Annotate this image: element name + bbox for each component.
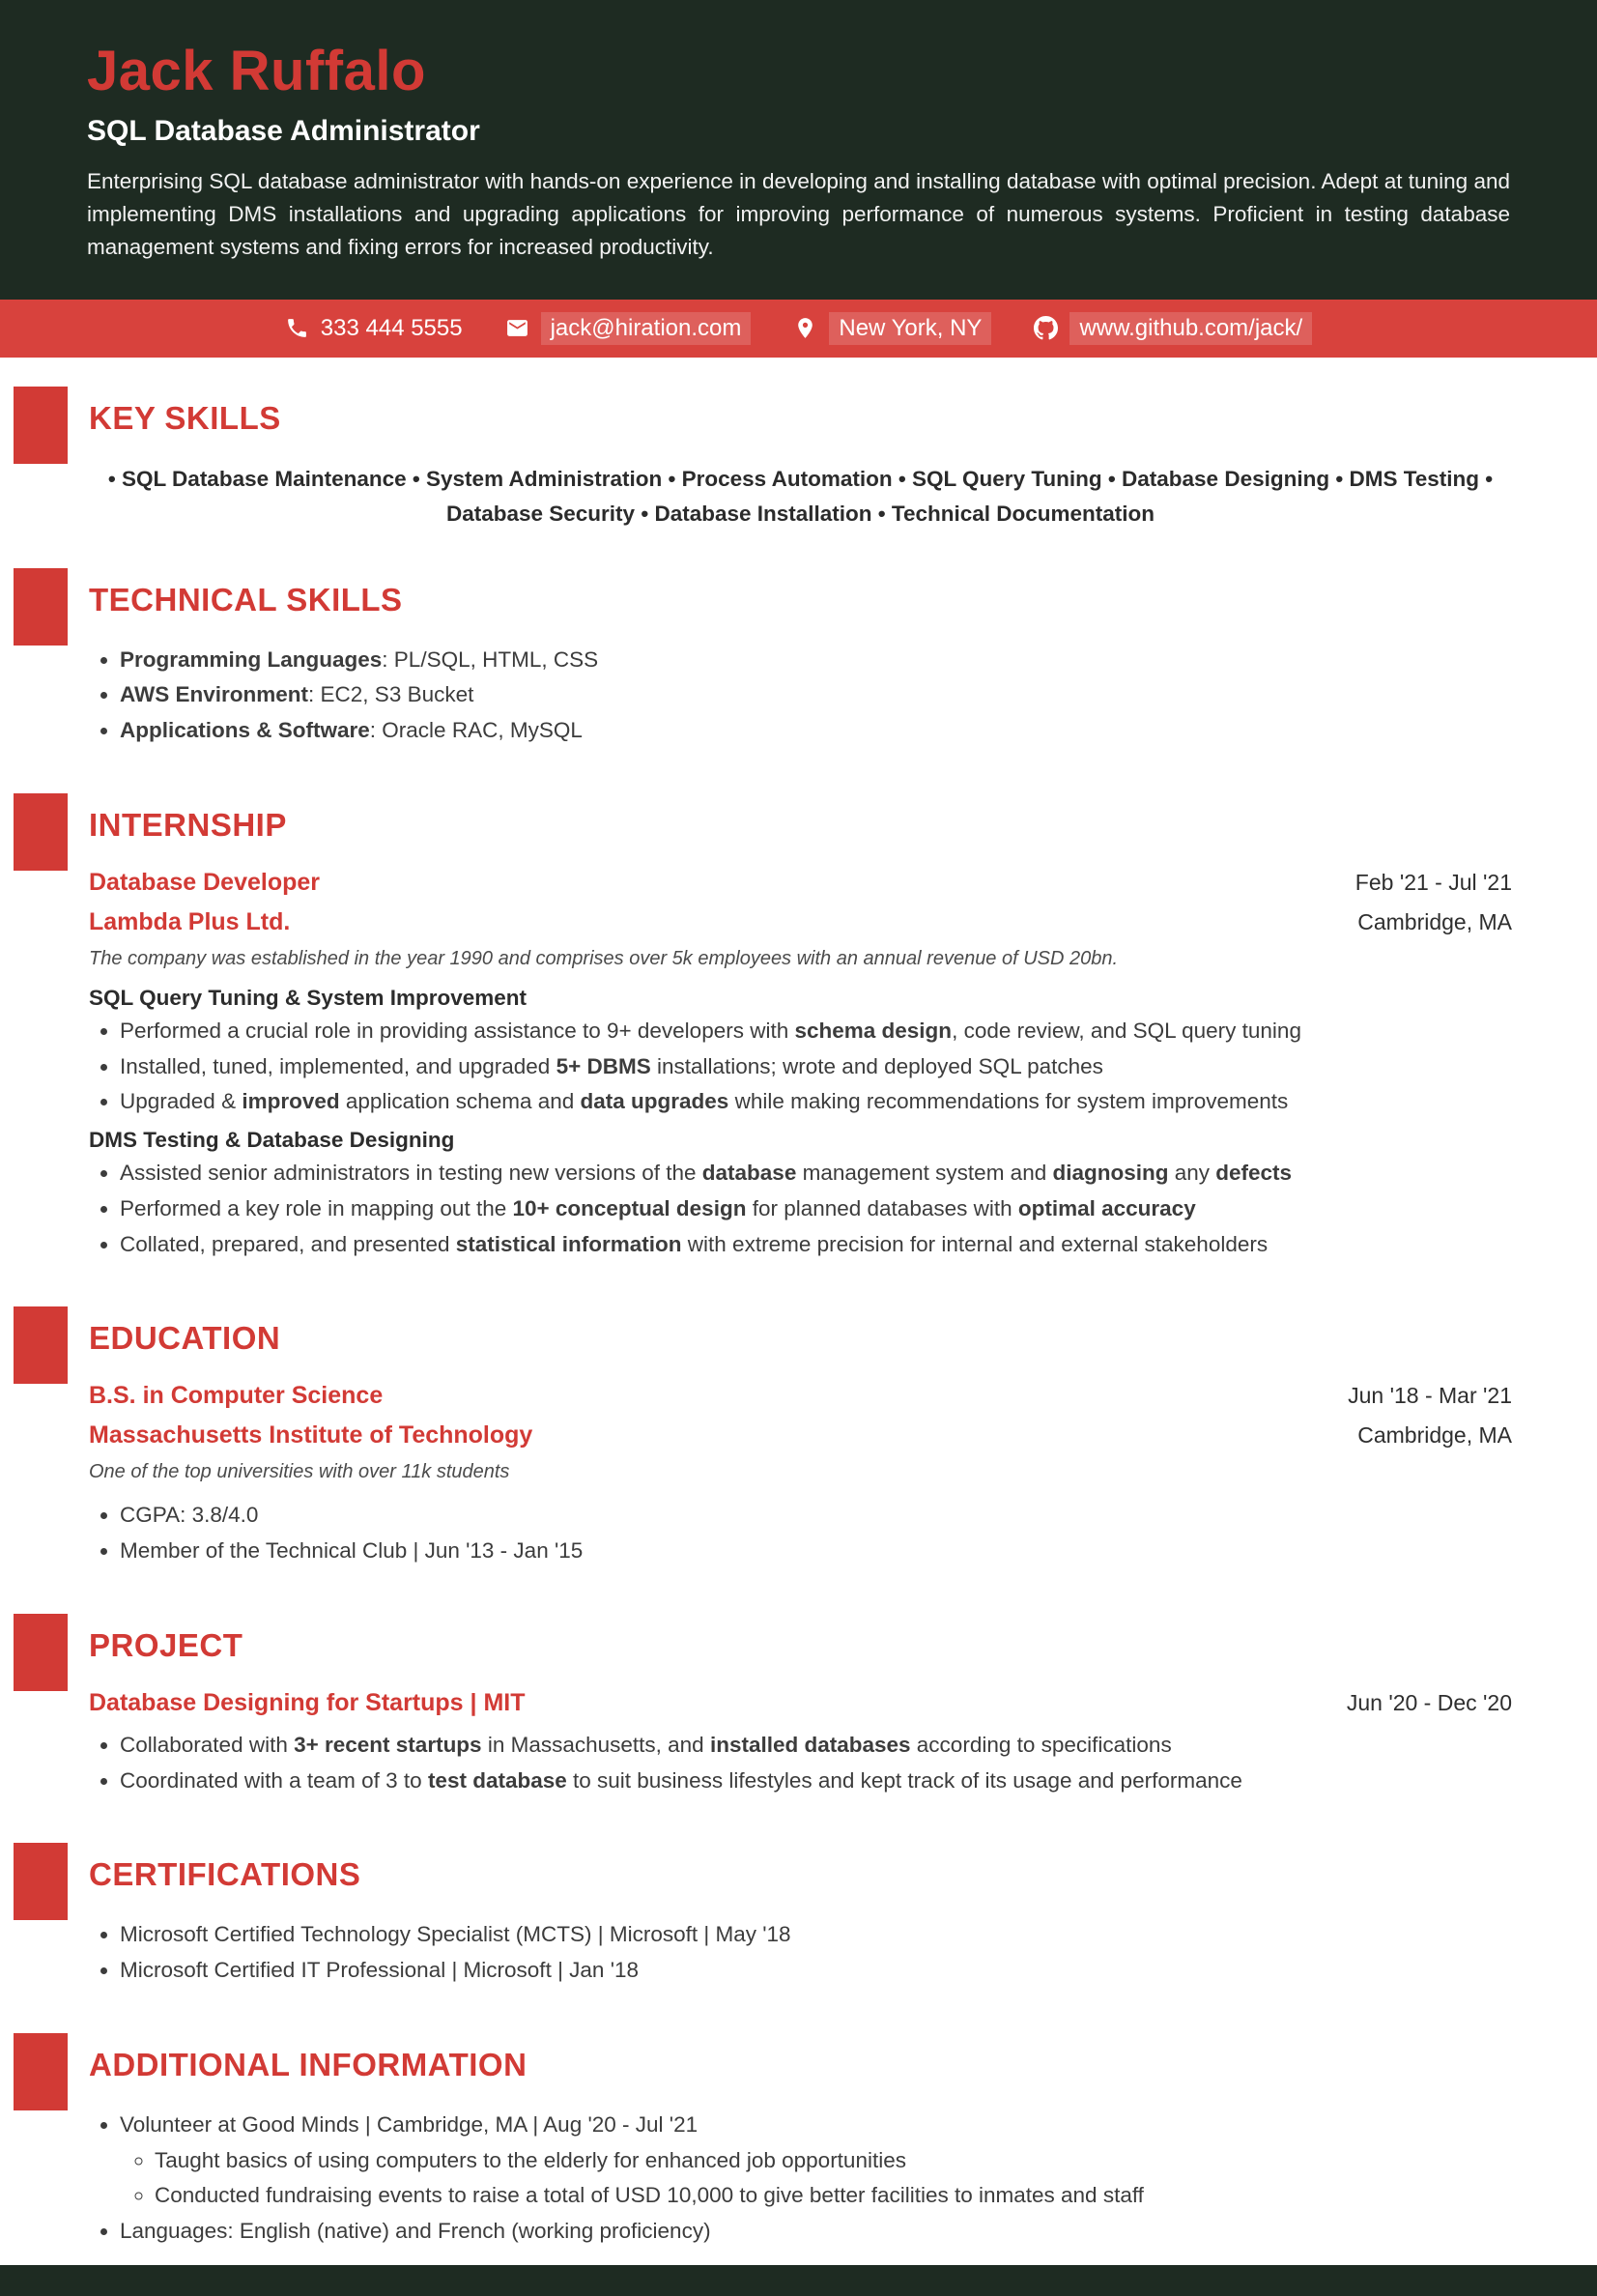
contact-bar xyxy=(0,300,1597,358)
technical-skills-list xyxy=(89,644,1512,747)
date-range: Feb '21 - Jul '21 xyxy=(1355,869,1512,895)
summary-paragraph: Enterprising SQL database administrator with hands-on experience in developing and installing database with optimal precision. Adept at tuning and implementing DMS installations and upgrading applications for improving performance of numerous systems. Proficient in testing database management systems and fixing errors for increased productivity. xyxy=(87,169,1510,260)
section-education xyxy=(0,1277,1597,1585)
location-text: New York, NY xyxy=(829,312,991,345)
section-marker xyxy=(14,387,68,464)
bullet-item: • Installed, tuned, implemented, and upgraded 5+ DBMS installations; wrote and deployed SQL patches xyxy=(120,1050,1512,1083)
section-heading: EDUCATION xyxy=(89,1320,281,1357)
entry-subheader xyxy=(89,908,1512,936)
section-marker xyxy=(14,1614,68,1691)
location-pin-icon xyxy=(793,316,817,340)
bullet-item: • Applications & Software: Oracle RAC, MySQL xyxy=(120,714,1512,747)
bullet-item: • Assisted senior administrators in testing new versions of the database management system and diagnosing any defects xyxy=(120,1157,1512,1190)
sub-bullet-item: ◦ Taught basics of using computers to the elderly for enhanced job opportunities xyxy=(155,2144,1512,2177)
section-heading: CERTIFICATIONS xyxy=(89,1856,361,1893)
bullet-item: • Performed a key role in mapping out the 10+ conceptual design for planned databases with optimal accuracy xyxy=(120,1192,1512,1225)
bullet-item: • Coordinated with a team of 3 to test database to suit business lifestyles and kept track of its usage and performance xyxy=(120,1765,1512,1797)
candidate-name: Jack Ruffalo xyxy=(87,40,426,102)
entry-header xyxy=(89,1689,1512,1717)
date-range: Jun '18 - Mar '21 xyxy=(1348,1383,1512,1409)
date-range: Jun '20 - Dec '20 xyxy=(1346,1689,1512,1715)
sub-bullet-list xyxy=(120,2144,1512,2213)
job-title: SQL Database Administrator xyxy=(87,115,480,147)
project-bullets xyxy=(89,1729,1512,1797)
email-address[interactable]: jack@hiration.com xyxy=(541,312,752,345)
section-internship xyxy=(0,764,1597,1278)
contact-website xyxy=(1034,312,1312,345)
section-heading: ADDITIONAL INFORMATION xyxy=(89,2046,528,2082)
company-name: Lambda Plus Ltd. xyxy=(89,907,291,935)
bullet-item: • Collaborated with 3+ recent startups in Massachusetts, and installed databases according to specifications xyxy=(120,1729,1512,1762)
bullet-item: • Collated, prepared, and presented statistical information with extreme precision for internal and external stakeholders xyxy=(120,1228,1512,1261)
entry-header xyxy=(89,1382,1512,1410)
section-marker xyxy=(14,1843,68,1920)
section-marker xyxy=(14,2033,68,2110)
section-certifications xyxy=(0,1814,1597,2004)
bullet-item: • CGPA: 3.8/4.0 xyxy=(120,1499,1512,1532)
bullet-item: • Upgraded & improved application schema and data upgrades while making recommendations for system improvements xyxy=(120,1085,1512,1118)
school-note: One of the top universities with over 11k students xyxy=(89,1461,510,1483)
sub-bullet-item: ◦ Conducted fundraising events to raise a total of USD 10,000 to give better facilities to inmates and staff xyxy=(155,2179,1512,2212)
phone-icon xyxy=(285,316,309,340)
email-icon xyxy=(505,316,529,340)
entry-subheader xyxy=(89,1421,1512,1449)
certifications-list xyxy=(89,1918,1512,1987)
contact-email xyxy=(505,312,752,345)
bullet-item: • Microsoft Certified IT Professional | Microsoft | Jan '18 xyxy=(120,1954,1512,1987)
section-project xyxy=(0,1585,1597,1815)
company-note: The company was established in the year 1990 and comprises over 5k employees with an annual revenue of USD 20bn. xyxy=(89,947,1119,969)
footer-bar xyxy=(0,2265,1597,2296)
section-heading: KEY SKILLS xyxy=(89,399,281,436)
phone-number: 333 444 5555 xyxy=(320,314,463,341)
section-marker xyxy=(14,793,68,871)
github-icon xyxy=(1034,316,1058,340)
section-heading: INTERNSHIP xyxy=(89,806,287,843)
section-marker xyxy=(14,1306,68,1384)
school-location: Cambridge, MA xyxy=(1357,1422,1512,1449)
role-title: Database Developer xyxy=(89,868,321,896)
bullet-item: • Member of the Technical Club | Jun '13 - Jan '15 xyxy=(120,1535,1512,1567)
website-url[interactable]: www.github.com/jack/ xyxy=(1069,312,1312,345)
section-additional-information xyxy=(0,2004,1597,2265)
bullet-item xyxy=(120,2109,1512,2212)
resume-body xyxy=(0,358,1597,2265)
company-location: Cambridge, MA xyxy=(1357,908,1512,934)
bullet-item: • Microsoft Certified Technology Specialist (MCTS) | Microsoft | May '18 xyxy=(120,1918,1512,1951)
project-title: Database Designing for Startups | MIT xyxy=(89,1688,526,1716)
key-skills-list: • SQL Database Maintenance • System Administration • Process Automation • SQL Query Tuning • Database Designing • DMS Testing • Database Security • Database Installation • Technical Documentation xyxy=(107,466,1494,526)
bullet-item: • Languages: English (native) and French (working proficiency) xyxy=(120,2215,1512,2248)
entry-header xyxy=(89,869,1512,897)
bullet-text: Volunteer at Good Minds | Cambridge, MA | Aug '20 - Jul '21 xyxy=(120,2111,699,2137)
school-name: Massachusetts Institute of Technology xyxy=(89,1421,533,1449)
bullet-group-title: DMS Testing & Database Designing xyxy=(89,1128,455,1153)
section-heading: PROJECT xyxy=(89,1626,243,1663)
header xyxy=(0,0,1597,300)
contact-phone xyxy=(285,315,463,342)
bullet-group-title: SQL Query Tuning & System Improvement xyxy=(89,985,528,1010)
bullet-item: • Performed a crucial role in providing assistance to 9+ developers with schema design, code review, and SQL query tuning xyxy=(120,1015,1512,1048)
additional-information-list xyxy=(89,2109,1512,2248)
bullet-item: • Programming Languages: PL/SQL, HTML, CSS xyxy=(120,644,1512,676)
contact-location xyxy=(793,312,991,345)
section-key-skills xyxy=(0,358,1597,539)
education-bullets xyxy=(89,1499,1512,1567)
section-marker xyxy=(14,568,68,646)
internship-bullets-group-2 xyxy=(89,1157,1512,1260)
internship-bullets-group-1 xyxy=(89,1015,1512,1118)
degree-title: B.S. in Computer Science xyxy=(89,1382,384,1410)
section-heading: TECHNICAL SKILLS xyxy=(89,581,403,617)
section-technical-skills xyxy=(0,539,1597,764)
bullet-item: • AWS Environment: EC2, S3 Bucket xyxy=(120,678,1512,711)
